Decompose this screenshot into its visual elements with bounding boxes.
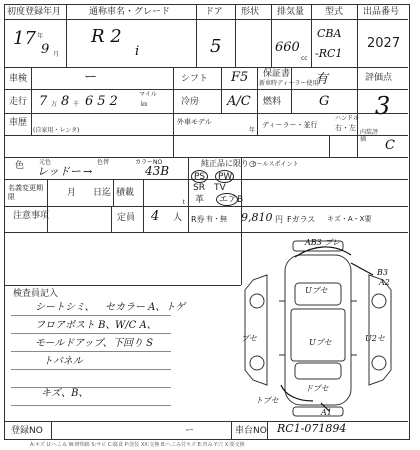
entry-no-label: 出品番号 [363,7,400,17]
ext-model-label: 外車モデル [177,118,212,126]
rule [5,285,241,286]
shift-value: F5 [231,70,249,85]
capacity-value: 4 [151,209,160,224]
remark-line-2b: W/C A、 [115,320,157,331]
rule [66,5,67,67]
inspection-label: 車検 [9,74,28,84]
color-no-value: 43B [145,164,170,178]
remark-line-1b: セカラー A、トゲ [105,302,186,313]
first-reg-label: 初度登録年月 [7,7,62,17]
remark-line [11,351,171,352]
fuel-value: G [319,94,330,109]
reg-no-value: ー [185,426,195,436]
left-side-view [245,275,267,385]
score-value: 3 [375,92,391,120]
remark-line-3: モールドアップ、 [35,338,113,349]
warranty-label: 保証書 [263,69,291,79]
orig-color-value: レッドー [37,165,81,178]
chassis-label: 車台NO [235,426,267,436]
wheel [250,356,264,370]
rule [271,5,272,67]
capacity-unit: 人 [173,213,183,223]
rule [221,67,222,113]
rule [196,5,197,67]
roof [291,309,345,361]
mileage-unit-2: 千 [73,101,80,108]
wheel [372,356,386,370]
doors-label: ドア [205,7,223,17]
diagram-label-5: プセ [241,334,257,343]
remark-line [11,333,171,334]
km-unit: ㎞ [141,101,148,108]
reg-year: 17 [13,28,36,49]
name-change-label: 名義変更期限 [8,184,43,201]
rule [5,89,408,90]
dealer-label: ディーラー・並行 [262,121,318,129]
recycle-label: R券 [191,215,205,224]
warranty-value: 有 [315,72,329,87]
diagram-label-2: B3 [377,268,388,277]
mileage-digit-2: 8 [61,94,70,109]
color-label: 色 [15,161,25,171]
score-label: 評価点 [365,73,393,83]
rule [111,206,112,232]
rule [5,206,408,207]
history-label: 車歴 [9,118,28,128]
rule [47,179,48,232]
rule [5,421,408,422]
rule [267,421,268,439]
diagram-label-9: A1 [321,408,332,417]
remark-line [11,315,171,316]
mile-label: マイル [139,91,157,98]
option-sr: SR [193,183,205,193]
recycle-status: 有・無 [206,215,227,223]
type-line-1: CBA [317,27,342,40]
diagram-label-6: Uプセ [309,338,332,347]
option-airbag: エアB [219,195,244,205]
circle-airbag [216,193,238,206]
wheel [372,294,386,308]
type-label: 型式 [325,7,344,17]
diagram-label-10: トプセ [255,396,279,405]
handle-label: ハンドル [335,115,360,122]
rule [188,157,189,232]
capacity-label: 定員 [117,213,136,223]
notes-label: 注意事項 [13,211,50,221]
mileage-label: 走行 [9,97,28,107]
remark-line-3b: 下回り S [113,338,154,349]
right-side-view [369,275,391,385]
rule [31,67,32,135]
shift-label: シフト [181,74,209,84]
entry-no-value: 2027 [367,36,401,51]
rule [231,421,232,439]
color-arrow: → [83,165,93,178]
ac-label: 冷房 [181,97,200,107]
rule [51,421,52,439]
grade: i [135,44,140,59]
name-change-month: 月 [67,188,77,198]
month-unit: 月 [53,51,60,58]
year-unit: 年 [37,33,44,40]
options-label: 純正品に限り○ [201,159,256,168]
glass-options: キズ・A・X要 [327,215,372,223]
load-label: 積載 [116,188,135,198]
option-tv: TV [214,183,226,193]
option-pw: PW [218,172,233,182]
rule [5,67,408,68]
remark-line-4: トパネル [43,356,83,367]
cc-unit: cc [301,55,308,62]
rule [235,5,236,67]
color-no-label: カラーNO [135,159,163,166]
rule [257,67,258,135]
model-name: R 2 [91,26,122,47]
model-label: 通称車名・グレード [89,7,171,17]
rear-window [295,363,341,379]
auction-sheet [4,4,410,440]
rule [5,113,408,114]
damage-leader [351,263,373,275]
rule [143,179,144,232]
rear-bumper [293,407,343,416]
rule [357,5,358,67]
top-view-body [285,255,351,405]
circle-ps [191,170,208,183]
mileage-digits-3: 652 [85,94,122,109]
rule [329,135,330,157]
name-change-day: 日迄 [93,188,112,198]
remark-line-1: シートシミ、 [35,302,95,313]
remark-line [11,387,171,388]
rule [291,67,292,113]
remark-line [11,369,171,370]
rule [5,157,408,158]
reg-no-label: 登録NO [11,426,43,436]
diagram-label-1: AB3 プレ [305,238,340,247]
reg-month: 9 [41,42,50,57]
rule [113,179,114,206]
recycle-yen: 円 [275,215,283,224]
chassis-value: RC1-071894 [277,422,347,435]
recycle-value: 9,810 [241,211,273,224]
remark-line [11,405,171,406]
ext-year-unit: 年 [249,127,256,134]
diagram-label-3: A2 [379,278,390,287]
mileage-unit-1: 万 [51,101,58,108]
option-ps: PS [194,172,206,182]
type-line-2: -RC1 [315,47,343,60]
rule [173,67,174,157]
orig-color-label: 元色 [39,159,52,166]
interior-value: C [385,138,395,153]
load-unit: ｔ [181,199,188,206]
diagram-label-7: U2セ [365,334,385,343]
inspector-label: 検査員記入 [13,289,59,299]
warranty-sub: 新車時ディーラー使用 [259,80,319,87]
inspection-value: ー [83,70,97,85]
diagram-label-8: ドプセ [305,384,329,393]
rule [5,232,408,233]
color-change-label: 色替 [97,159,110,166]
rule [311,5,312,67]
interior-label: 内装評価 [360,129,379,143]
circle-pw [215,170,234,183]
history-sub: (自家用・レンタ) [33,127,80,134]
glass-label: Fガラス [287,215,316,224]
damage-code-legend: A:キズ U:へこみ W:修理跡 S:サビ C:腐食 P:塗装 XX:交換 B:へこみ付キズ E:凹み Y:穴 X:要交換 [30,442,245,448]
handle-value: 右・左 [335,124,356,132]
displacement-label: 排気量 [277,7,305,17]
fuel-label: 燃料 [263,97,282,107]
remark-line-2: フロアポスト B、 [35,320,116,331]
mileage-digit-1: 7 [39,94,48,109]
rule [5,135,408,136]
shape-label: 形状 [241,7,260,17]
displacement-value: 660 [275,40,300,55]
wheel [250,294,264,308]
remark-line-5: キズ、B、 [41,388,89,399]
doors-value: 5 [210,36,222,57]
rule [357,67,358,157]
diagram-label-4: Uプセ [305,286,328,295]
ac-value: A/C [227,94,251,109]
option-leather: 革 [195,195,205,205]
sales-point-label: セールスポイント [251,161,299,168]
